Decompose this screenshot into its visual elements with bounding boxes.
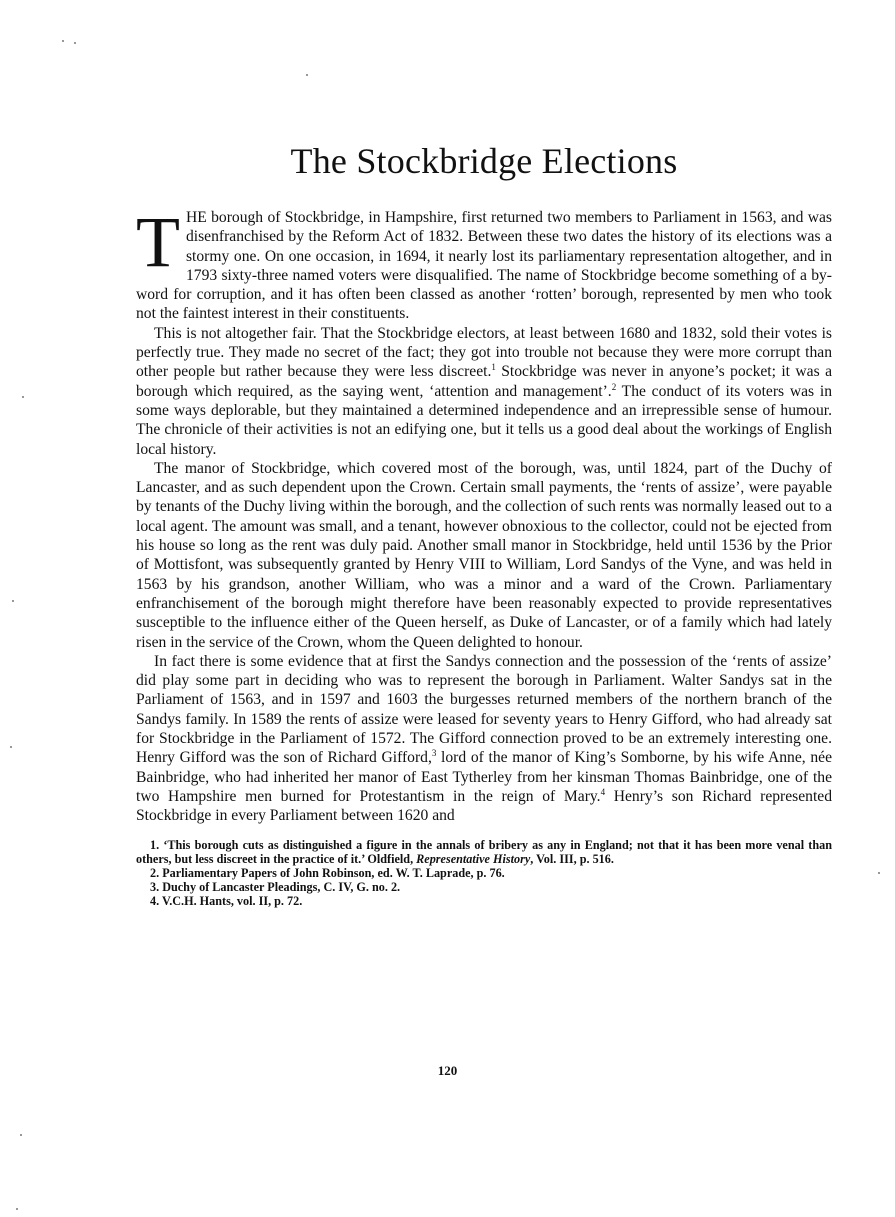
footnote-1-number: 1. [150, 837, 160, 852]
footnote-1 [136, 838, 832, 866]
footnote-ref-3: 3 [431, 748, 437, 759]
footnote-2: 2. Parliamentary Papers of John Robinson, ed. W. T. Laprade, p. 76. [150, 865, 505, 880]
scan-speck [306, 74, 308, 76]
paragraph-4-text-c: Henry’s son Richard represented Stockbridge in every Parliament between 1620 and [136, 787, 832, 825]
footnote-1-end: , Vol. III, p. 516. [530, 851, 614, 866]
scan-speck [10, 746, 12, 748]
paragraph-2-text-c: The conduct of its voters was in some ways deplorable, but they maintained a determined independence and an irrepressible sense of humour. The chronicle of their activities is not an edifying one, but it tells us a good deal about the workings of English local history. [136, 382, 833, 458]
paragraph-4 [136, 652, 832, 826]
footnote-ref-4: 4 [600, 786, 606, 797]
footnote-3: 3. Duchy of Lancaster Pleadings, C. IV, G. no. 2. [150, 880, 401, 895]
scan-speck [62, 40, 64, 42]
scan-speck [12, 600, 14, 602]
footnote-1-source-title: Representative History [416, 851, 531, 866]
paragraph-4-text-b: lord of the manor of King’s Somborne, by his wife Anne, née Bainbridge, who had inherited her manor of East Tytherley from her kinsman Thomas Bainbridge, one of the two Hampshire men burned for Protestantism in the reign of Mary. [136, 749, 832, 805]
article-text [136, 202, 833, 826]
scan-speck [20, 1134, 22, 1136]
scan-speck [74, 42, 76, 44]
footnote-ref-1: 1 [491, 362, 496, 373]
paragraph-4-text-a: In fact there is some evidence that at first the Sandys connection and the possession of the ‘rents of assize’ did play some part in deciding who was to represent the borough in Parliament. Walter Sandys sat in the Parliament of 1563, and in 1597 and 1603 the burgesses returned members of the northern branch of the Sandys family. In 1589 the rents of assize were leased for seventy years to Henry Gifford, who had already sat for Stockbridge in the Parliament of 1572. The Gifford connection proved to be an extremely interesting one. Henry Gifford was the son of Richard Gifford, [136, 652, 832, 767]
paragraph-1-text: borough of Stockbridge, in Hampshire, first returned two members to Parliament in 1563, and was disenfranchised by the Reform Act of 1832. Between these two dates the history of its elections was a stormy one. On one occasion, in 1694, it nearly lost its parliamentary representation altogether, and in 1793 sixty-three named voters were disqualified. The name of Stockbridge become something of a by-word for corruption, and it has often been classed as another ‘rotten’ borough, represented by men who took not the faintest interest in their constituents. [136, 209, 832, 323]
footnote-ref-2: 2 [611, 381, 617, 392]
paragraph-3: The manor of Stockbridge, which covered most of the borough, was, until 1824, part of the Duchy of Lancaster, and as such dependent upon the Crown. Certain small payments, the ‘rents of assize’, were payable by tenants of the Duchy living within the borough, and the collection of such rents was normally leased out to a local agent. The amount was small, and a tenant, however obnoxious to the collector, could not be ejected from his house so long as the rent was duly paid. Another small manor in Stockbridge, held until 1536 by the Prior of Mottisfont, was subsequently granted by Henry VIII to William, Lord Sandys of the Vyne, and was held in 1563 by his grandson, another William, who was a minor and a ward of the Crown. Parliamentary enfranchisement of the borough might therefore have been reasonably expected to provide representatives susceptible to the influence either of the Queen herself, as Duke of Lancaster, or of a family which had lately risen in the service of the Crown, whom the Queen delighted to honour. [136, 459, 832, 651]
drop-cap: T [136, 202, 180, 282]
footnote-4: 4. V.C.H. Hants, vol. II, p. 72. [150, 894, 303, 909]
paragraph-1 [136, 202, 832, 324]
footnotes [136, 838, 832, 909]
scan-speck [22, 396, 24, 398]
page-body [136, 140, 832, 909]
page-number: 120 [437, 1063, 458, 1078]
paragraph-2-text-a: This is not altogether fair. That the Stockbridge electors, at least between 1680 and 1832, sold their votes is perfectly true. They made no secret of the fact; they got into trouble not because they were more corrupt than other people but rather because they were less discreet. [136, 324, 832, 381]
paragraph-2-text-b: Stockbridge was never in anyone’s pocket; it was a borough which required, as the saying went, ‘attention and management’. [136, 363, 832, 400]
footnote-1-text: ‘This borough cuts as distinguished a figure in the annals of bribery as any in England; not that it has been more venal than others, but less discreet in the practice of it.’ Oldfield, [136, 837, 832, 866]
page-title: The Stockbridge Elections [290, 141, 678, 181]
scan-speck [16, 1208, 18, 1210]
paragraph-2 [136, 324, 832, 459]
first-word-rest: HE [185, 209, 207, 226]
scan-speck [878, 872, 880, 874]
